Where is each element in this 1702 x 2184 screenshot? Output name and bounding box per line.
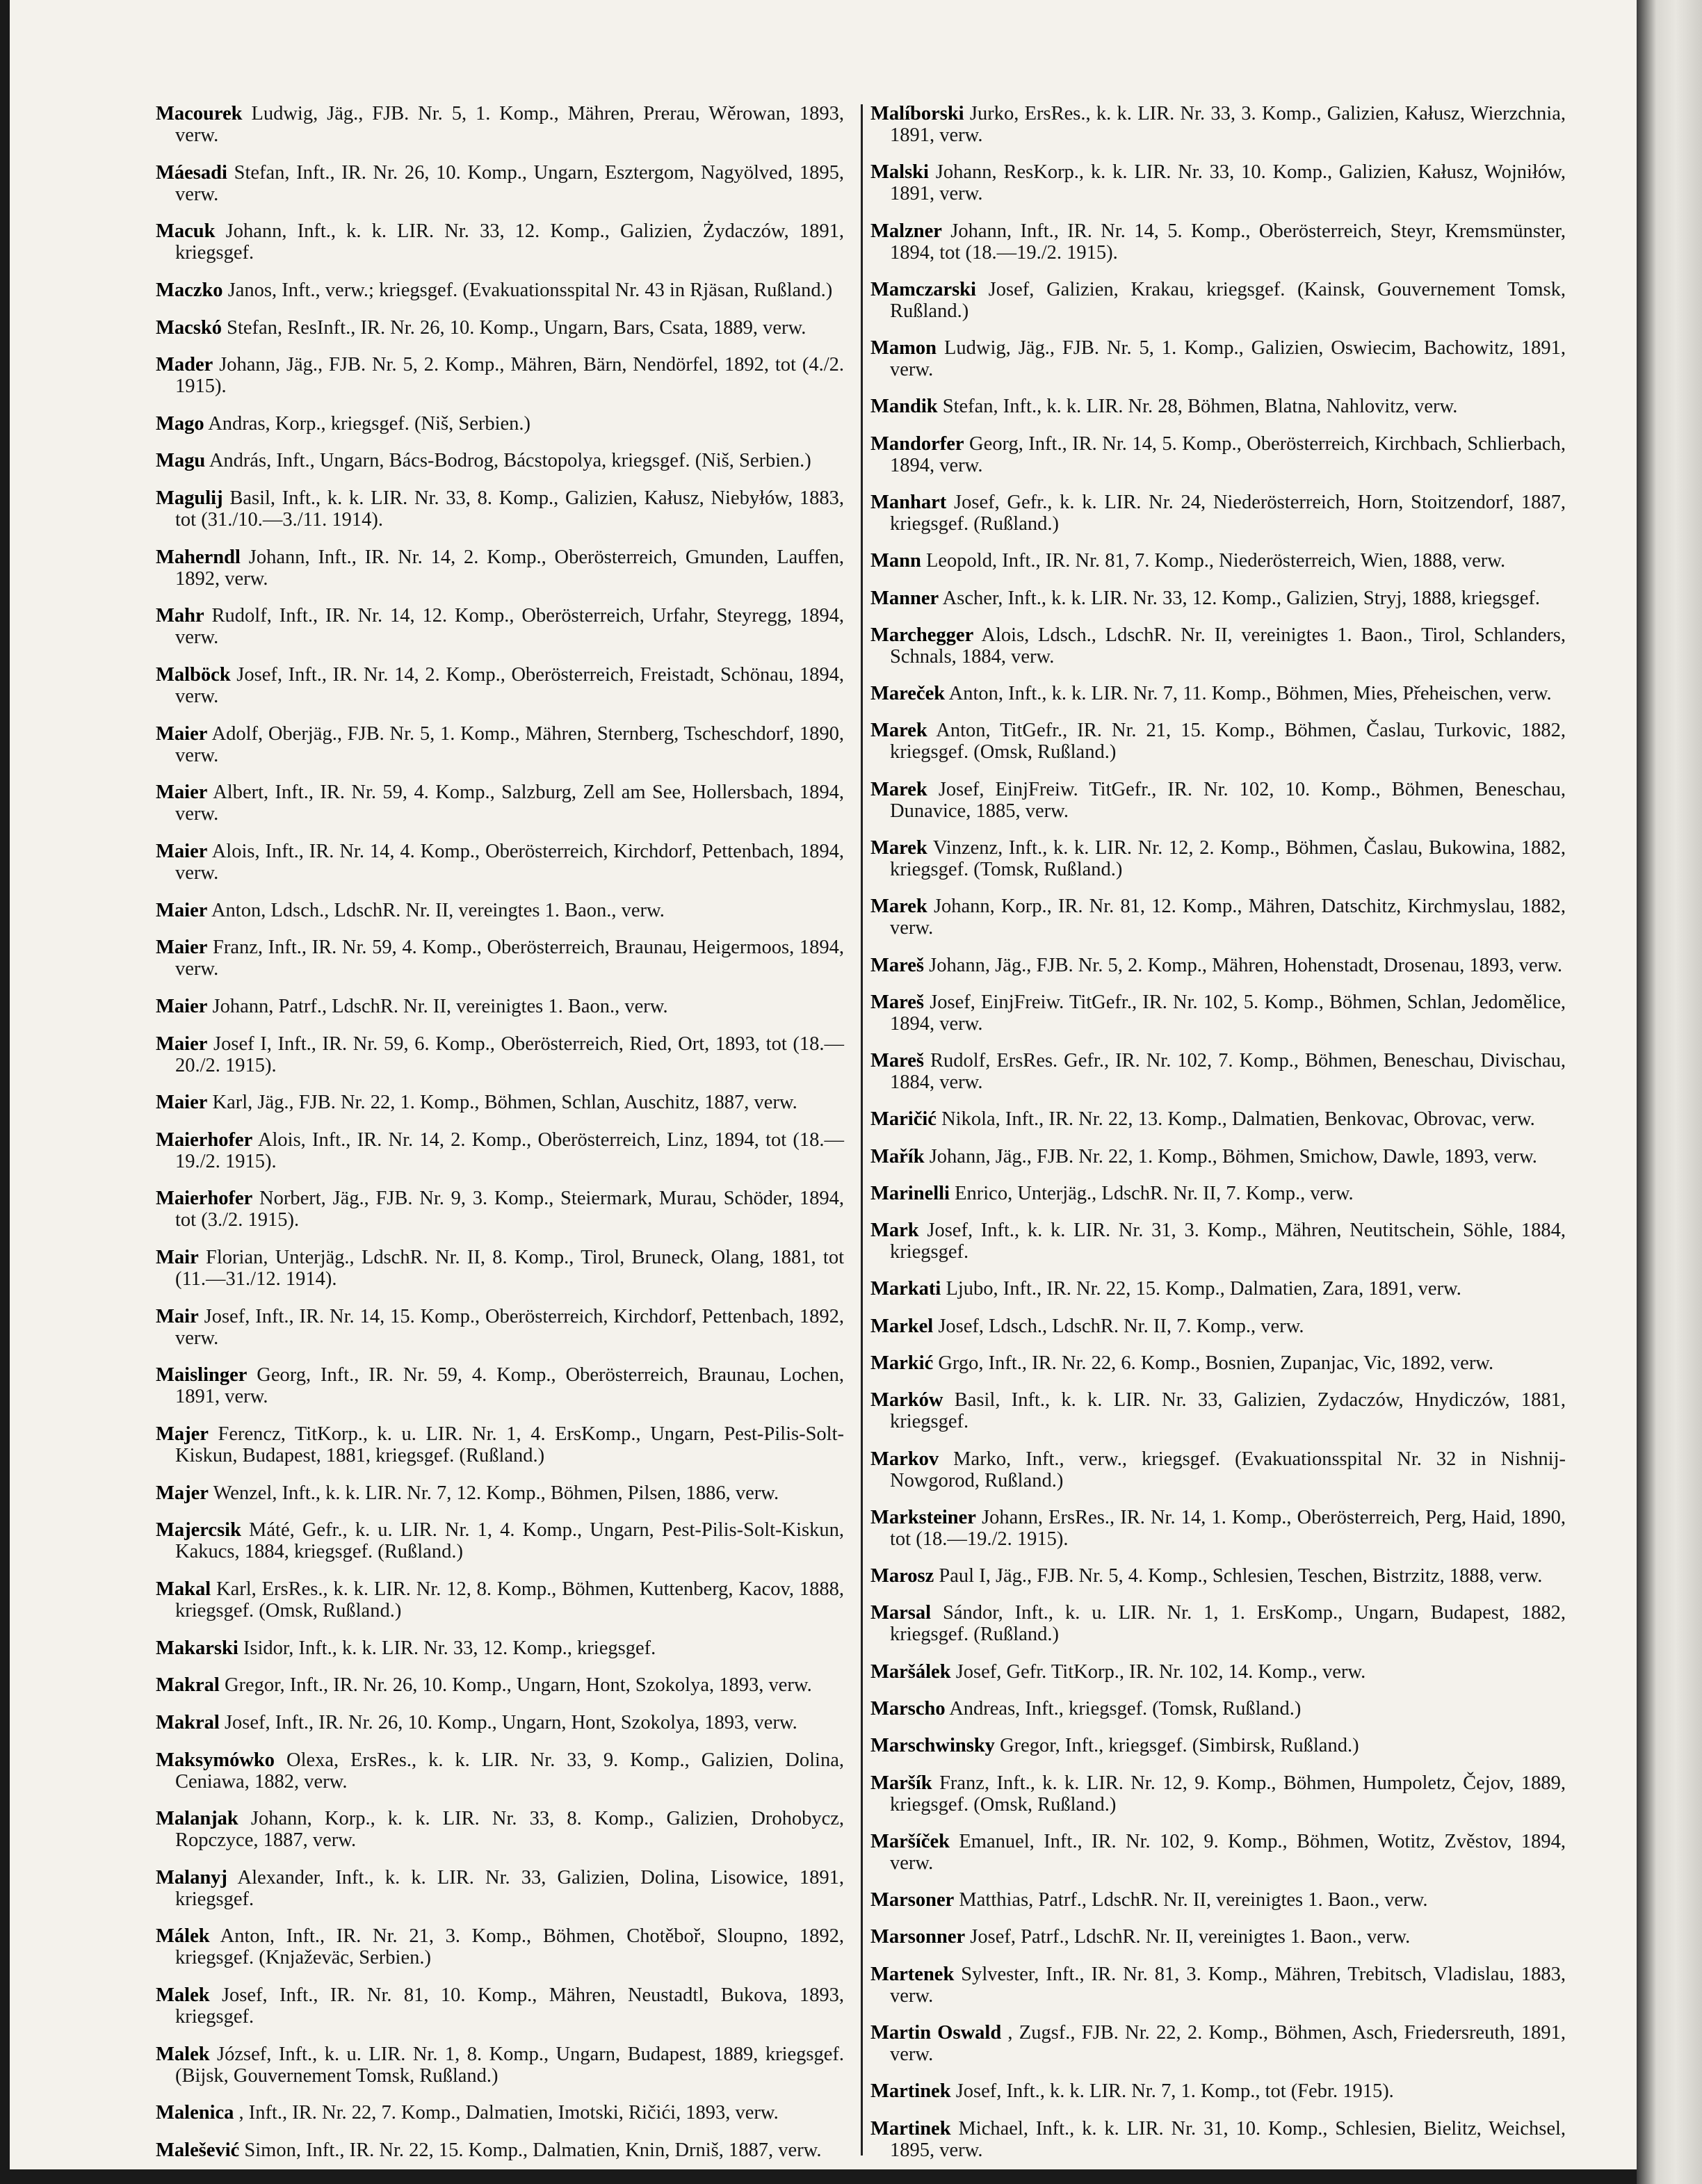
surname: Macuk [156,220,216,243]
entry-details: Anton, TitGefr., IR. Nr. 21, 15. Komp., Böhmen, Časlau, Turkovic, 1882, kriegsgef. (Omsk, Rußland.) [890,720,1566,763]
entry-details: Johann, Korp., IR. Nr. 81, 12. Komp., Mähren, Datschitz, Kirchmyslau, 1882, verw. [890,896,1566,939]
entry-details: Ferencz, TitKorp., k. u. LIR. Nr. 1, 4. ErsKomp., Ungarn, Pest-Pilis-Solt-Kiskun, Budapest, 1881, kriegsgef. (Rußland.) [175,1423,844,1467]
list-item [156,1578,844,1621]
entry-details: , Zugsf., FJB. Nr. 22, 2. Komp., Böhmen, Asch, Friedersreuth, 1891, verw. [890,2021,1566,2065]
surname: Maierhofer [156,1188,253,1210]
surname: Maksymówko [156,1749,275,1771]
entry-details: Josef, Inft., IR. Nr. 14, 2. Komp., Oberösterreich, Freistadt, Schönau, 1894, verw. [175,664,844,708]
entry-details: Anton, Ldsch., LdschR. Nr. II, vereingtes 1. Baon., verw. [211,899,665,921]
list-item [870,103,1566,146]
entry-details: Andras, Korp., kriegsgef. (Niš, Serbien.) [208,412,531,435]
surname: Majer [156,1423,209,1446]
entry-details: Josef, Inft., IR. Nr. 14, 15. Komp., Oberösterreich, Kirchdorf, Pettenbach, 1892, verw. [175,1305,844,1349]
entry-details: Johann, Jäg., FJB. Nr. 5, 2. Komp., Mähren, Bärn, Nendörfel, 1892, tot (4./2. 1915). [175,354,844,398]
surname: Maier [156,1033,208,1055]
list-item [156,487,844,531]
surname: Mago [156,412,204,435]
entry-details: Emanuel, Inft., IR. Nr. 102, 9. Komp., Böhmen, Wotitz, Zvěstov, 1894, verw. [890,1830,1566,1874]
entry-details: Máté, Gefr., k. u. LIR. Nr. 1, 4. Komp., Ungarn, Pest-Pilis-Solt-Kiskun, Kakucs, 1884, kriegsgef. (Rußland.) [175,1519,844,1563]
list-item [870,279,1566,322]
surname: Maier [156,1092,208,1114]
surname: Marinelli [870,1182,950,1204]
surname: Mamczarski [870,278,976,300]
list-item [156,1637,844,1659]
list-item [156,1482,844,1504]
entry-details: Franz, Inft., k. k. LIR. Nr. 12, 9. Komp., Böhmen, Humpoletz, Čejov, 1889, kriegsgef. (Omsk, Rußland.) [890,1772,1566,1815]
surname: Malanyj [156,1866,227,1888]
list-item [156,1712,844,1733]
entry-details: Basil, Inft., k. k. LIR. Nr. 33, 8. Komp., Galizien, Kałusz, Niebyłów, 1883, tot (31./10.—3./11. 1914). [175,487,845,531]
list-item [870,955,1566,976]
list-item [870,588,1566,609]
surname: Martenek [870,1963,955,1985]
entry-details: Johann, Jäg., FJB. Nr. 22, 1. Komp., Böhmen, Smichow, Dawle, 1893, verw. [929,1145,1537,1167]
list-item [870,1448,1566,1491]
list-item [870,1926,1566,1948]
surname: Marek [870,720,927,742]
surname: Marchegger [870,624,974,646]
surname: Mareček [870,683,946,705]
entry-details: Rudolf, ErsRes. Gefr., IR. Nr. 102, 7. Komp., Böhmen, Beneschau, Divischau, 1884, verw. [890,1050,1566,1094]
list-item [156,841,844,884]
surname: Macourek [156,103,243,124]
surname: Macskó [156,316,222,339]
entry-details: Andreas, Inft., kriegsgef. (Tomsk, Rußland.) [949,1698,1302,1720]
list-item [156,1674,844,1696]
list-item [156,1808,844,1851]
entry-details: Stefan, Inft., k. k. LIR. Nr. 28, Böhmen, Blatna, Nahlovitz, verw. [942,396,1458,418]
list-item [156,1188,844,1231]
entry-details: Josef, Inft., k. k. LIR. Nr. 7, 1. Komp., tot (Febr. 1915). [955,2080,1394,2103]
list-item [156,723,844,766]
entry-details: Josef, Galizien, Krakau, kriegsgef. (Kainsk, Gouvernement Tomsk, Rußland.) [890,278,1566,322]
entry-details: Johann, Inft., IR. Nr. 14, 5. Komp., Oberösterreich, Steyr, Kremsmünster, 1894, tot (18.—19./2. 1915). [890,220,1566,264]
list-item [156,782,844,825]
surname: Magu [156,450,206,472]
entry-details: Josef, Inft., k. k. LIR. Nr. 31, 3. Komp., Mähren, Neutitschein, Söhle, 1884, kriegsgef. [890,1220,1566,1263]
list-item [870,1316,1566,1337]
surname: Makral [156,1711,220,1733]
surname: Maršíček [870,1830,950,1852]
entry-details: Ludwig, Jäg., FJB. Nr. 5, 1. Komp., Mähren, Prerau, Wěrowan, 1893, verw. [175,103,845,146]
surname: Malek [156,1984,210,2007]
surname: Marek [870,778,927,800]
entry-details: Florian, Unterjäg., LdschR. Nr. II, 8. Komp., Tirol, Bruneck, Olang, 1881, tot (11.—31./12. 1914). [175,1247,845,1291]
list-item [870,720,1566,763]
entry-details: Anton, Inft., k. k. LIR. Nr. 7, 11. Komp., Böhmen, Mies, Přeheischen, verw. [948,683,1552,705]
entry-details: Josef, EinjFreiw. TitGefr., IR. Nr. 102, 5. Komp., Böhmen, Schlan, Jedomělice, 1894, verw. [890,991,1566,1035]
surname: Marków [870,1389,943,1411]
surname: Manhart [870,491,947,513]
surname: Makral [156,1674,220,1697]
surname: Maier [156,899,208,921]
surname: Malešević [156,2139,240,2161]
list-item [870,433,1566,476]
list-item [156,937,844,980]
entry-details: Alois, Inft., IR. Nr. 14, 2. Komp., Oberösterreich, Linz, 1894, tot (18.—19./2. 1915). [175,1129,844,1172]
list-item [156,1423,844,1466]
surname: Mark [870,1220,919,1242]
list-item [870,1507,1566,1550]
surname: Maier [156,782,208,804]
entry-details: Basil, Inft., k. k. LIR. Nr. 33, Galizien, Zydaczów, Hnydiczów, 1881, kriegsgef. [890,1389,1566,1433]
surname: Malzner [870,220,942,242]
entry-details: Johann, Korp., k. k. LIR. Nr. 33, 8. Komp., Galizien, Drohobycz, Ropczyce, 1887, verw. [175,1808,845,1852]
entry-details: Johann, Jäg., FJB. Nr. 5, 2. Komp., Mähren, Hohenstadt, Drosenau, 1893, verw. [929,954,1562,976]
list-item [870,992,1566,1035]
list-item [156,317,844,339]
list-item [156,1519,844,1562]
list-item [156,220,844,264]
surname: Maier [156,995,208,1017]
list-item [156,354,844,397]
entry-details: Stefan, ResInft., IR. Nr. 26, 10. Komp., Ungarn, Bars, Csata, 1889, verw. [227,316,807,339]
surname: Marsal [870,1602,932,1624]
list-item [870,1108,1566,1130]
surname: Maierhofer [156,1129,253,1151]
entry-details: Josef, EinjFreiw. TitGefr., IR. Nr. 102, 10. Komp., Böhmen, Beneschau, Dunavice, 1885, verw. [890,778,1566,822]
entry-details: Gregor, Inft., kriegsgef. (Simbirsk, Rußland.) [1000,1735,1359,1757]
entry-details: Ludwig, Jäg., FJB. Nr. 5, 1. Komp., Galizien, Oswiecim, Bachowitz, 1891, verw. [890,337,1566,381]
entry-details: Isidor, Inft., k. k. LIR. Nr. 33, 12. Komp., kriegsgef. [243,1637,656,1659]
list-item [870,1889,1566,1911]
surname: Maier [156,937,208,959]
entry-details: Johann, Inft., k. k. LIR. Nr. 33, 12. Komp., Galizien, Żydaczów, 1891, kriegsgef. [175,220,844,264]
entry-details: Ljubo, Inft., IR. Nr. 22, 15. Komp., Dalmatien, Zara, 1891, verw. [946,1278,1461,1300]
list-item [870,550,1566,572]
list-item [156,280,844,301]
entry-details: Marko, Inft., verw., kriegsgef. (Evakuationsspital Nr. 32 in Nishnij-Nowgorod, Rußland.) [890,1448,1566,1491]
list-item [870,1602,1566,1645]
surname: Markel [870,1315,934,1337]
surname: Mann [870,550,921,572]
entry-details: Matthias, Patrf., LdschR. Nr. II, vereinigtes 1. Baon., verw. [959,1889,1428,1911]
entry-details: Gregor, Inft., IR. Nr. 26, 10. Komp., Ungarn, Hont, Szokolya, 1893, verw. [224,1674,812,1697]
list-item [156,1867,844,1910]
surname: Maričić [870,1108,937,1131]
surname: Mareš [870,991,925,1013]
list-item [870,896,1566,939]
entry-details: Albert, Inft., IR. Nr. 59, 4. Komp., Salzburg, Zell am See, Hollersbach, 1894, verw. [175,782,844,825]
surname: Mandorfer [870,432,964,455]
entry-details: Enrico, Unterjäg., LdschR. Nr. II, 7. Komp., verw. [955,1182,1354,1204]
surname: Maršík [870,1772,932,1794]
entry-details: Johann, ResKorp., k. k. LIR. Nr. 33, 10. Komp., Galizien, Kałusz, Wojniłów, 1891, verw. [890,161,1566,205]
surname: Marosz [870,1565,934,1587]
list-item [156,664,844,707]
list-item [870,337,1566,380]
entry-details: Georg, Inft., IR. Nr. 59, 4. Komp., Oberösterreich, Braunau, Lochen, 1891, verw. [175,1364,844,1408]
entry-details: Janos, Inft., verw.; kriegsgef. (Evakuationsspital Nr. 43 in Rjäsan, Rußland.) [227,279,833,301]
list-item [870,2022,1566,2065]
entry-details: Josef, Gefr. TitKorp., IR. Nr. 102, 14. Komp., verw. [955,1660,1366,1683]
entry-details: Josef, Gefr., k. k. LIR. Nr. 24, Niederösterreich, Horn, Stoitzendorf, 1887, kriegsgef. (Rußland.) [890,491,1566,535]
entry-details: Stefan, Inft., IR. Nr. 26, 10. Komp., Ungarn, Esztergom, Nagyölved, 1895, verw. [175,161,845,205]
surname: Marksteiner [870,1506,976,1528]
list-item [870,396,1566,417]
list-item [870,1565,1566,1587]
list-item [156,1925,844,1968]
list-item [156,1364,844,1407]
list-item [156,162,844,205]
list-item [156,996,844,1017]
entry-details: Josef, Ldsch., LdschR. Nr. II, 7. Komp., verw. [938,1315,1304,1337]
surname: Makarski [156,1637,238,1659]
surname: Maczko [156,279,223,301]
entry-details: Paul I, Jäg., FJB. Nr. 5, 4. Komp., Schlesien, Teschen, Bistrzitz, 1888, verw. [939,1565,1543,1587]
list-item [156,1749,844,1793]
entry-details: Josef, Inft., IR. Nr. 81, 10. Komp., Mähren, Neustadtl, Bukova, 1893, kriegsgef. [175,1984,844,2028]
entry-details: Josef, Inft., IR. Nr. 26, 10. Komp., Ungarn, Hont, Szokolya, 1893, verw. [224,1711,797,1733]
surname: Marschwinsky [870,1735,995,1757]
list-item [156,1092,844,1113]
surname: Mair [156,1305,199,1327]
list-item [156,547,844,590]
entry-details: Adolf, Oberjäg., FJB. Nr. 5, 1. Komp., Mähren, Sternberg, Tscheschdorf, 1890, verw. [175,722,844,766]
entry-details: Josef I, Inft., IR. Nr. 59, 6. Komp., Oberösterreich, Ried, Ort, 1893, tot (18.—20./2. 1915). [175,1033,844,1076]
list-item [156,413,844,435]
list-item [156,1247,844,1290]
entry-details: Alois, Inft., IR. Nr. 14, 4. Komp., Oberösterreich, Kirchdorf, Pettenbach, 1894, verw. [175,840,844,884]
column-divider [861,104,863,2155]
entry-details: Josef, Patrf., LdschR. Nr. II, vereinigtes 1. Baon., verw. [970,1926,1411,1948]
entry-details: Jurko, ErsRes., k. k. LIR. Nr. 33, 3. Komp., Galizien, Kałusz, Wierzchnia, 1891, verw. [890,103,1566,146]
entry-details: Nikola, Inft., IR. Nr. 22, 13. Komp., Dalmatien, Benkovac, Obrovac, verw. [941,1108,1535,1131]
list-item [870,1698,1566,1720]
surname: Málek [156,1925,210,1948]
surname: Marsonner [870,1926,966,1948]
surname: Markov [870,1448,939,1470]
entry-details: Alois, Ldsch., LdschR. Nr. II, vereinigtes 1. Baon., Tirol, Schlanders, Schnals, 1884, verw. [890,624,1566,668]
list-item [156,1306,844,1349]
list-item [156,900,844,921]
entry-details: Sándor, Inft., k. u. LIR. Nr. 1, 1. ErsKomp., Ungarn, Budapest, 1882, kriegsgef. (Rußland.) [890,1602,1566,1646]
list-item [156,2102,844,2124]
list-item [870,1735,1566,1756]
entry-details: Michael, Inft., k. k. LIR. Nr. 31, 10. Komp., Schlesien, Bielitz, Weichsel, 1895, verw. [890,2117,1566,2161]
entry-details: Johann, ErsRes., IR. Nr. 14, 1. Komp., Oberösterreich, Perg, Haid, 1890, tot (18.—19./2. 1915). [890,1506,1566,1550]
list-item [156,1984,844,2028]
surname: Mandik [870,396,938,418]
list-item [870,1389,1566,1432]
surname: Markati [870,1278,941,1300]
entry-details: Olexa, ErsRes., k. k. LIR. Nr. 33, 9. Komp., Galizien, Dolina, Ceniawa, 1882, verw. [175,1749,844,1793]
surname: Majercsik [156,1519,241,1542]
list-item [870,1352,1566,1374]
surname: Malböck [156,664,231,686]
entry-details: Johann, Patrf., LdschR. Nr. II, vereinigtes 1. Baon., verw. [212,995,668,1017]
left-column [156,103,844,2161]
surname: Malenica [156,2102,234,2124]
surname: Malek [156,2043,210,2065]
list-item [870,220,1566,264]
entry-details: Georg, Inft., IR. Nr. 14, 5. Komp., Oberösterreich, Kirchbach, Schlierbach, 1894, verw. [890,432,1566,476]
entry-details: Johann, Inft., IR. Nr. 14, 2. Komp., Oberösterreich, Gmunden, Lauffen, 1892, verw. [175,546,844,590]
list-item [156,2139,844,2161]
surname: Maršálek [870,1660,951,1683]
right-column [870,103,1566,2161]
book-edge [1637,0,1702,2184]
list-item [870,161,1566,204]
list-item [156,103,844,146]
list-item [870,1183,1566,1204]
surname: Malanjak [156,1808,238,1830]
list-item [870,2080,1566,2102]
surname: Mařík [870,1145,925,1167]
surname: Malski [870,161,929,184]
list-item [156,1129,844,1172]
list-item [870,1278,1566,1300]
entry-details: Vinzenz, Inft., k. k. LIR. Nr. 12, 2. Komp., Böhmen, Časlau, Bukowina, 1882, kriegsgef. (Tomsk, Rußland.) [890,836,1566,880]
surname: Marsoner [870,1889,955,1911]
surname: Mahr [156,605,204,627]
entry-details: Franz, Inft., IR. Nr. 59, 4. Komp., Oberösterreich, Braunau, Heigermoos, 1894, verw. [175,937,845,980]
surname: Malíborski [870,103,964,124]
entry-details: Rudolf, Inft., IR. Nr. 14, 12. Komp., Oberösterreich, Urfahr, Steyregg, 1894, verw. [175,605,844,649]
list-item [870,779,1566,822]
surname: Mair [156,1247,199,1269]
surname: Mader [156,354,213,376]
entry-details: András, Inft., Ungarn, Bács-Bodrog, Bácstopolya, kriegsgef. (Niš, Serbien.) [209,450,811,472]
list-item [870,1146,1566,1167]
entry-details: Leopold, Inft., IR. Nr. 81, 7. Komp., Niederösterreich, Wien, 1888, verw. [925,550,1506,572]
entry-details: Anton, Inft., IR. Nr. 21, 3. Komp., Böhmen, Chotěboř, Sloupno, 1892, kriegsgef. (Knjaževäc, Serbien.) [175,1925,844,1969]
entry-details: Alexander, Inft., k. k. LIR. Nr. 33, Galizien, Dolina, Lisowice, 1891, kriegsgef. [175,1866,844,1910]
surname: Martinek [870,2080,951,2103]
list-item [870,1220,1566,1263]
scanned-page [10,0,1637,2169]
surname: Martin Oswald [870,2021,1002,2044]
surname: Martinek [870,2117,951,2139]
entry-details: Grgo, Inft., IR. Nr. 22, 6. Komp., Bosnien, Zupanjac, Vic, 1892, verw. [938,1352,1494,1375]
surname: Maislinger [156,1364,248,1386]
list-item [870,683,1566,704]
entry-details: Karl, ErsRes., k. k. LIR. Nr. 12, 8. Komp., Böhmen, Kuttenberg, Kacov, 1888, kriegsgef. (Omsk, Rußland.) [175,1578,845,1621]
entry-details: Wenzel, Inft., k. k. LIR. Nr. 7, 12. Komp., Böhmen, Pilsen, 1886, verw. [213,1482,779,1504]
surname: Mareš [870,1050,925,1072]
list-item [870,1772,1566,1815]
list-item [156,450,844,471]
entry-details: Ascher, Inft., k. k. LIR. Nr. 33, 12. Komp., Galizien, Stryj, 1888, kriegsgef. [942,587,1540,609]
list-item [156,1033,844,1076]
list-item [870,624,1566,668]
surname: Máesadi [156,161,227,184]
surname: Magulij [156,487,223,510]
surname: Manner [870,587,939,609]
list-item [870,492,1566,535]
surname: Markić [870,1352,934,1375]
list-item [870,1831,1566,1874]
entry-details: , Inft., IR. Nr. 22, 7. Komp., Dalmatien, Imotski, Ričići, 1893, verw. [238,2102,779,2124]
entry-details: József, Inft., k. u. LIR. Nr. 1, 8. Komp., Ungarn, Budapest, 1889, kriegsgef. (Bijsk, Gouvernement Tomsk, Rußland.) [175,2043,844,2087]
list-item [870,1661,1566,1683]
list-item [870,837,1566,880]
entry-details: Sylvester, Inft., IR. Nr. 81, 3. Komp., Mähren, Trebitsch, Vladislau, 1883, verw. [890,1963,1566,2007]
entry-details: Karl, Jäg., FJB. Nr. 22, 1. Komp., Böhmen, Schlan, Auschitz, 1887, verw. [212,1092,797,1114]
surname: Marscho [870,1698,946,1720]
surname: Makal [156,1578,211,1600]
list-item [156,605,844,648]
list-item [870,1964,1566,2007]
surname: Majer [156,1482,209,1504]
surname: Maherndl [156,546,241,568]
list-item [870,1050,1566,1093]
surname: Maier [156,840,208,862]
list-item [156,2044,844,2087]
surname: Mamon [870,337,937,359]
surname: Marek [870,836,927,859]
entry-details: Norbert, Jäg., FJB. Nr. 9, 3. Komp., Steiermark, Murau, Schöder, 1894, tot (3./2. 1915). [175,1188,845,1231]
entry-details: Simon, Inft., IR. Nr. 22, 15. Komp., Dalmatien, Knin, Drniš, 1887, verw. [244,2139,822,2161]
surname: Mareš [870,954,925,976]
surname: Maier [156,722,208,745]
list-item [870,2118,1566,2161]
surname: Marek [870,896,927,918]
